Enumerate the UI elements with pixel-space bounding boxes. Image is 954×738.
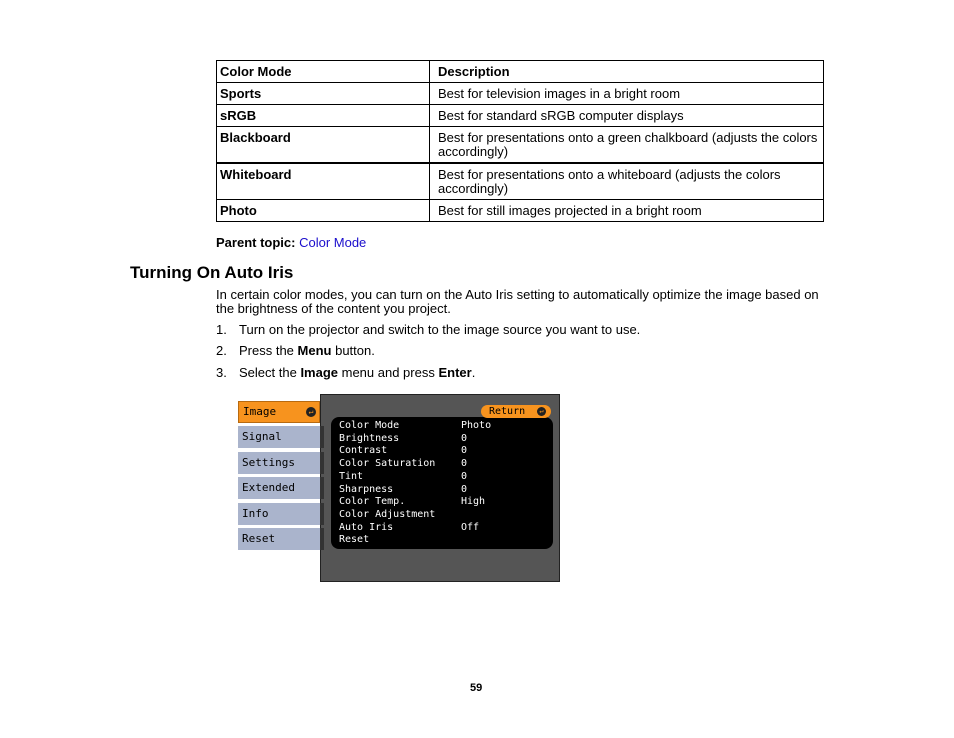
- table-cell-mode: sRGB: [217, 105, 430, 127]
- tab-info[interactable]: [238, 503, 320, 525]
- menu-item-label: Sharpness: [339, 483, 394, 495]
- table-header-row: [217, 61, 824, 83]
- step-text: .: [471, 365, 476, 380]
- menu-item-color-temp[interactable]: [335, 496, 551, 508]
- enter-icon: ↵: [537, 407, 546, 416]
- menu-item-label: Tint: [339, 470, 364, 482]
- page-number: 59: [470, 682, 483, 694]
- menu-item-label: Brightness: [339, 432, 400, 444]
- tab-signal[interactable]: [238, 426, 320, 448]
- table-row: [217, 127, 824, 164]
- menu-item-value: 0: [461, 470, 468, 482]
- menu-item-reset[interactable]: [335, 534, 551, 546]
- tab-divider: [320, 452, 324, 474]
- menu-item-brightness[interactable]: [335, 433, 551, 445]
- table-header-description: Description: [430, 61, 824, 83]
- tab-divider: [320, 503, 324, 525]
- menu-item-contrast[interactable]: [335, 445, 551, 457]
- table-cell-mode: Sports: [217, 83, 430, 105]
- color-mode-table: [216, 60, 824, 222]
- tab-divider: [320, 528, 324, 550]
- intro-paragraph: In certain color modes, you can turn on the Auto Iris setting to automatically optimize the image based on the brightness of the content you project.: [216, 287, 819, 316]
- step-text: button.: [331, 343, 375, 358]
- menu-item-value: Off: [461, 521, 480, 533]
- tab-reset[interactable]: [238, 528, 320, 550]
- step-bold-menu: Menu: [297, 343, 332, 358]
- tab-label: Signal: [242, 430, 282, 443]
- parent-topic-label: Parent topic:: [216, 235, 296, 250]
- menu-item-label: Contrast: [339, 445, 388, 457]
- step-bold-enter: Enter: [438, 365, 472, 380]
- return-label: Return: [489, 406, 526, 417]
- step-text: Press the: [239, 343, 298, 358]
- tab-label: Image: [243, 405, 277, 418]
- menu-item-label: Auto Iris: [339, 521, 394, 533]
- tab-label: Settings: [242, 455, 295, 469]
- table-header-color-mode: Color Mode: [217, 61, 430, 83]
- tab-image[interactable]: [238, 401, 320, 423]
- table-row: [217, 200, 824, 222]
- menu-panel: [320, 394, 560, 582]
- menu-item-color-mode[interactable]: [335, 420, 551, 432]
- tab-settings[interactable]: [238, 452, 320, 474]
- menu-item-label: Color Saturation: [339, 458, 436, 470]
- table-cell-description: Best for still images projected in a bright room: [430, 200, 824, 222]
- section-title: Turning On Auto Iris: [130, 263, 294, 282]
- tab-label: Reset: [242, 532, 276, 545]
- menu-item-value: 0: [461, 483, 468, 495]
- menu-item-label: Color Adjustment: [339, 508, 436, 520]
- menu-item-value: Photo: [461, 420, 492, 431]
- menu-item-value: 0: [461, 458, 468, 470]
- parent-topic-link[interactable]: Color Mode: [299, 235, 367, 250]
- menu-item-value: 0: [461, 432, 468, 444]
- step-number: 1.: [216, 322, 227, 337]
- step-text: Select the: [239, 365, 301, 380]
- table-row: [217, 105, 824, 127]
- menu-item-tint[interactable]: [335, 471, 551, 483]
- menu-item-auto-iris[interactable]: [335, 522, 551, 534]
- table-cell-mode: Whiteboard: [217, 163, 430, 200]
- table-cell-mode: Photo: [217, 200, 430, 222]
- menu-item-color-adjustment[interactable]: [335, 509, 551, 521]
- menu-item-label: Reset: [339, 534, 370, 546]
- table-cell-mode: Blackboard: [217, 127, 430, 164]
- enter-icon: ↵: [306, 407, 316, 417]
- table-cell-description: Best for presentations onto a green chalkboard (adjusts the colors accordingly): [430, 127, 824, 164]
- tab-label: Extended: [242, 481, 295, 494]
- menu-item-color-saturation[interactable]: [335, 458, 551, 470]
- table-cell-description: Best for television images in a bright room: [430, 83, 824, 105]
- menu-item-label: Color Mode: [339, 420, 400, 431]
- table-row: [217, 163, 824, 200]
- table-cell-description: Best for presentations onto a whiteboard (adjusts the colors accordingly): [430, 163, 824, 200]
- step-text: menu and press: [338, 365, 439, 380]
- step-bold-image: Image: [300, 365, 339, 380]
- step-1: [216, 323, 640, 337]
- step-3: [216, 366, 475, 380]
- menu-item-sharpness[interactable]: [335, 484, 551, 496]
- step-number: 3.: [216, 365, 227, 380]
- return-button[interactable]: [481, 405, 551, 418]
- tab-label: Info: [242, 506, 269, 520]
- table-row: [217, 83, 824, 105]
- step-2: [216, 344, 375, 358]
- menu-item-value: 0: [461, 445, 468, 457]
- menu-item-label: Color Temp.: [339, 496, 406, 508]
- step-text: Turn on the projector and switch to the image source you want to use.: [239, 322, 641, 337]
- step-number: 2.: [216, 343, 227, 358]
- parent-topic: [216, 235, 366, 250]
- menu-item-value: High: [461, 496, 486, 508]
- tab-divider: [320, 477, 324, 499]
- tab-extended[interactable]: [238, 477, 320, 499]
- tab-divider: [320, 426, 324, 448]
- table-cell-description: Best for standard sRGB computer displays: [430, 105, 824, 127]
